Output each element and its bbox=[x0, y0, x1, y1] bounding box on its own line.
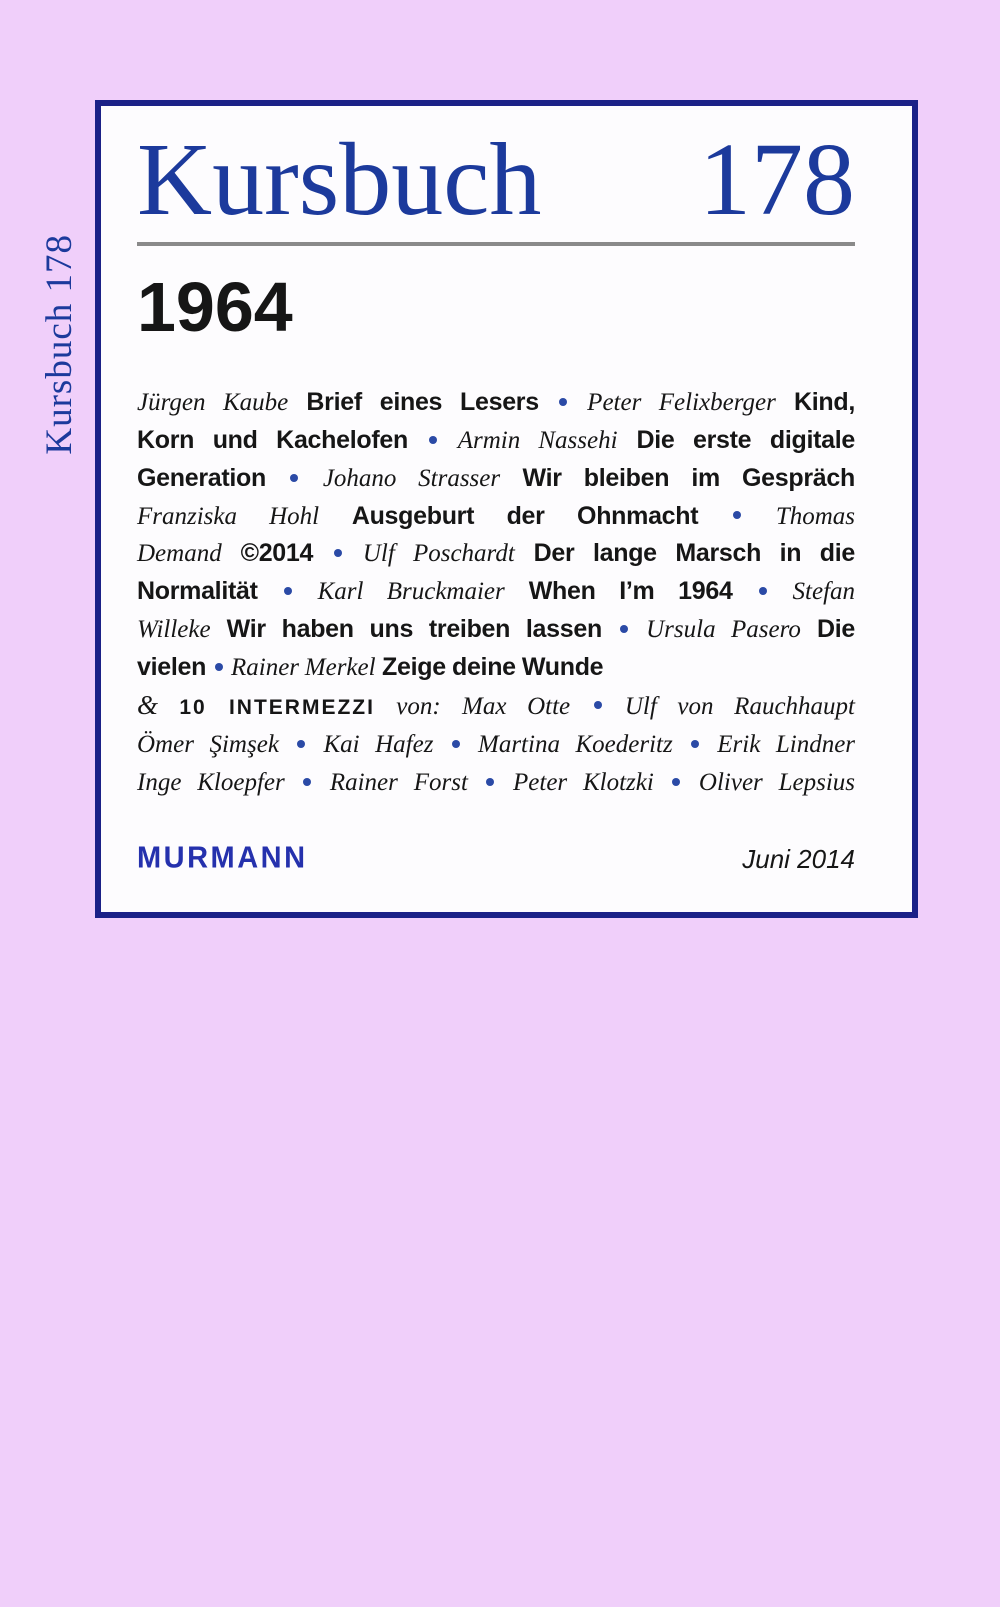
bullet-separator-icon bbox=[215, 663, 223, 671]
table-of-contents bbox=[137, 384, 855, 802]
intermezzi-label: 10 INTERMEZZI bbox=[179, 695, 375, 719]
toc-author: Ursula Pasero bbox=[646, 615, 801, 643]
toc-author: Martina Koederitz bbox=[478, 731, 673, 759]
cover-panel bbox=[95, 100, 918, 918]
toc-line bbox=[137, 649, 855, 687]
ampersand: & bbox=[137, 689, 159, 720]
toc-author: Johano Strasser bbox=[322, 464, 501, 492]
toc-author: Rainer Forst bbox=[329, 769, 468, 797]
toc-author: Ömer Şimşek bbox=[137, 731, 279, 759]
toc-author: Erik Lindner bbox=[717, 731, 856, 759]
toc-article-title: ©2014 bbox=[240, 539, 314, 568]
toc-article-title: Die bbox=[816, 614, 855, 643]
masthead-issue-number: 178 bbox=[699, 122, 855, 237]
toc-article-title: When I’m 1964 bbox=[528, 577, 733, 606]
toc-line bbox=[137, 498, 855, 536]
bullet-separator-icon bbox=[303, 778, 311, 786]
bullet-separator-icon bbox=[452, 740, 460, 748]
toc-article-title: Generation bbox=[137, 463, 266, 492]
toc-article-title: Korn und Kachelofen bbox=[137, 425, 408, 454]
toc-author: Inge Kloepfer bbox=[137, 769, 285, 797]
bullet-separator-icon bbox=[290, 474, 298, 482]
toc-author: Peter Klotzki bbox=[513, 769, 654, 797]
toc-line bbox=[137, 422, 855, 460]
toc-author: Karl Bruckmaier bbox=[317, 578, 505, 606]
toc-author: Jürgen Kaube bbox=[137, 389, 289, 417]
toc-author: Thomas bbox=[775, 502, 855, 530]
bullet-separator-icon bbox=[559, 398, 567, 406]
toc-line bbox=[137, 726, 855, 764]
toc-article-title: Wir bleiben im Gespräch bbox=[522, 463, 855, 492]
toc-line bbox=[137, 535, 855, 573]
toc-article-title: Der lange Marsch in die bbox=[533, 539, 856, 568]
toc-line bbox=[137, 687, 855, 727]
toc-line bbox=[137, 764, 855, 802]
toc-author: Kai Hafez bbox=[323, 731, 434, 759]
toc-line bbox=[137, 573, 855, 611]
toc-author: Max Otte bbox=[462, 692, 571, 720]
toc-article-title: Die erste digitale bbox=[636, 425, 855, 454]
masthead bbox=[137, 122, 855, 246]
toc-author: Willeke bbox=[137, 615, 211, 643]
toc-article-title: vielen bbox=[137, 652, 207, 681]
toc-article-title: Wir haben uns treiben lassen bbox=[226, 614, 602, 643]
toc-author: Rainer Merkel bbox=[230, 653, 376, 681]
toc-article-title: Zeige deine Wunde bbox=[382, 652, 604, 681]
issue-date: Juni 2014 bbox=[742, 844, 855, 874]
toc-article-title: Kind, bbox=[794, 388, 856, 417]
toc-author: von: bbox=[396, 692, 441, 720]
toc-article-title: Normalität bbox=[137, 577, 258, 606]
spine-label: Kursbuch 178 bbox=[39, 234, 80, 455]
bullet-separator-icon bbox=[594, 701, 602, 709]
toc-author: Demand bbox=[137, 540, 222, 568]
bullet-separator-icon bbox=[429, 436, 437, 444]
toc-article-title: Ausgeburt der Ohnmacht bbox=[351, 501, 699, 530]
toc-line bbox=[137, 384, 855, 422]
toc-author: Peter Felixberger bbox=[587, 389, 776, 417]
bullet-separator-icon bbox=[759, 587, 767, 595]
toc-author: Oliver Lepsius bbox=[698, 769, 856, 797]
bullet-separator-icon bbox=[486, 778, 494, 786]
footer bbox=[137, 843, 855, 876]
toc-line bbox=[137, 611, 855, 649]
toc-author: Armin Nassehi bbox=[457, 426, 618, 454]
bullet-separator-icon bbox=[334, 549, 342, 557]
toc-author: Ulf von Rauchhaupt bbox=[624, 692, 855, 720]
bullet-separator-icon bbox=[691, 740, 699, 748]
toc-author: Ulf Poschardt bbox=[362, 540, 515, 568]
bullet-separator-icon bbox=[672, 778, 680, 786]
bullet-separator-icon bbox=[284, 587, 292, 595]
theme-title: 1964 bbox=[137, 268, 293, 347]
toc-author: Stefan bbox=[792, 578, 856, 606]
bullet-separator-icon bbox=[620, 625, 628, 633]
toc-author: Franziska Hohl bbox=[137, 502, 320, 530]
toc-article-title: Brief eines Lesers bbox=[306, 388, 539, 417]
publisher-logo: MURMANN bbox=[137, 841, 308, 875]
toc-line bbox=[137, 460, 855, 498]
masthead-title: Kursbuch bbox=[137, 122, 542, 237]
bullet-separator-icon bbox=[733, 511, 741, 519]
bullet-separator-icon bbox=[297, 740, 305, 748]
